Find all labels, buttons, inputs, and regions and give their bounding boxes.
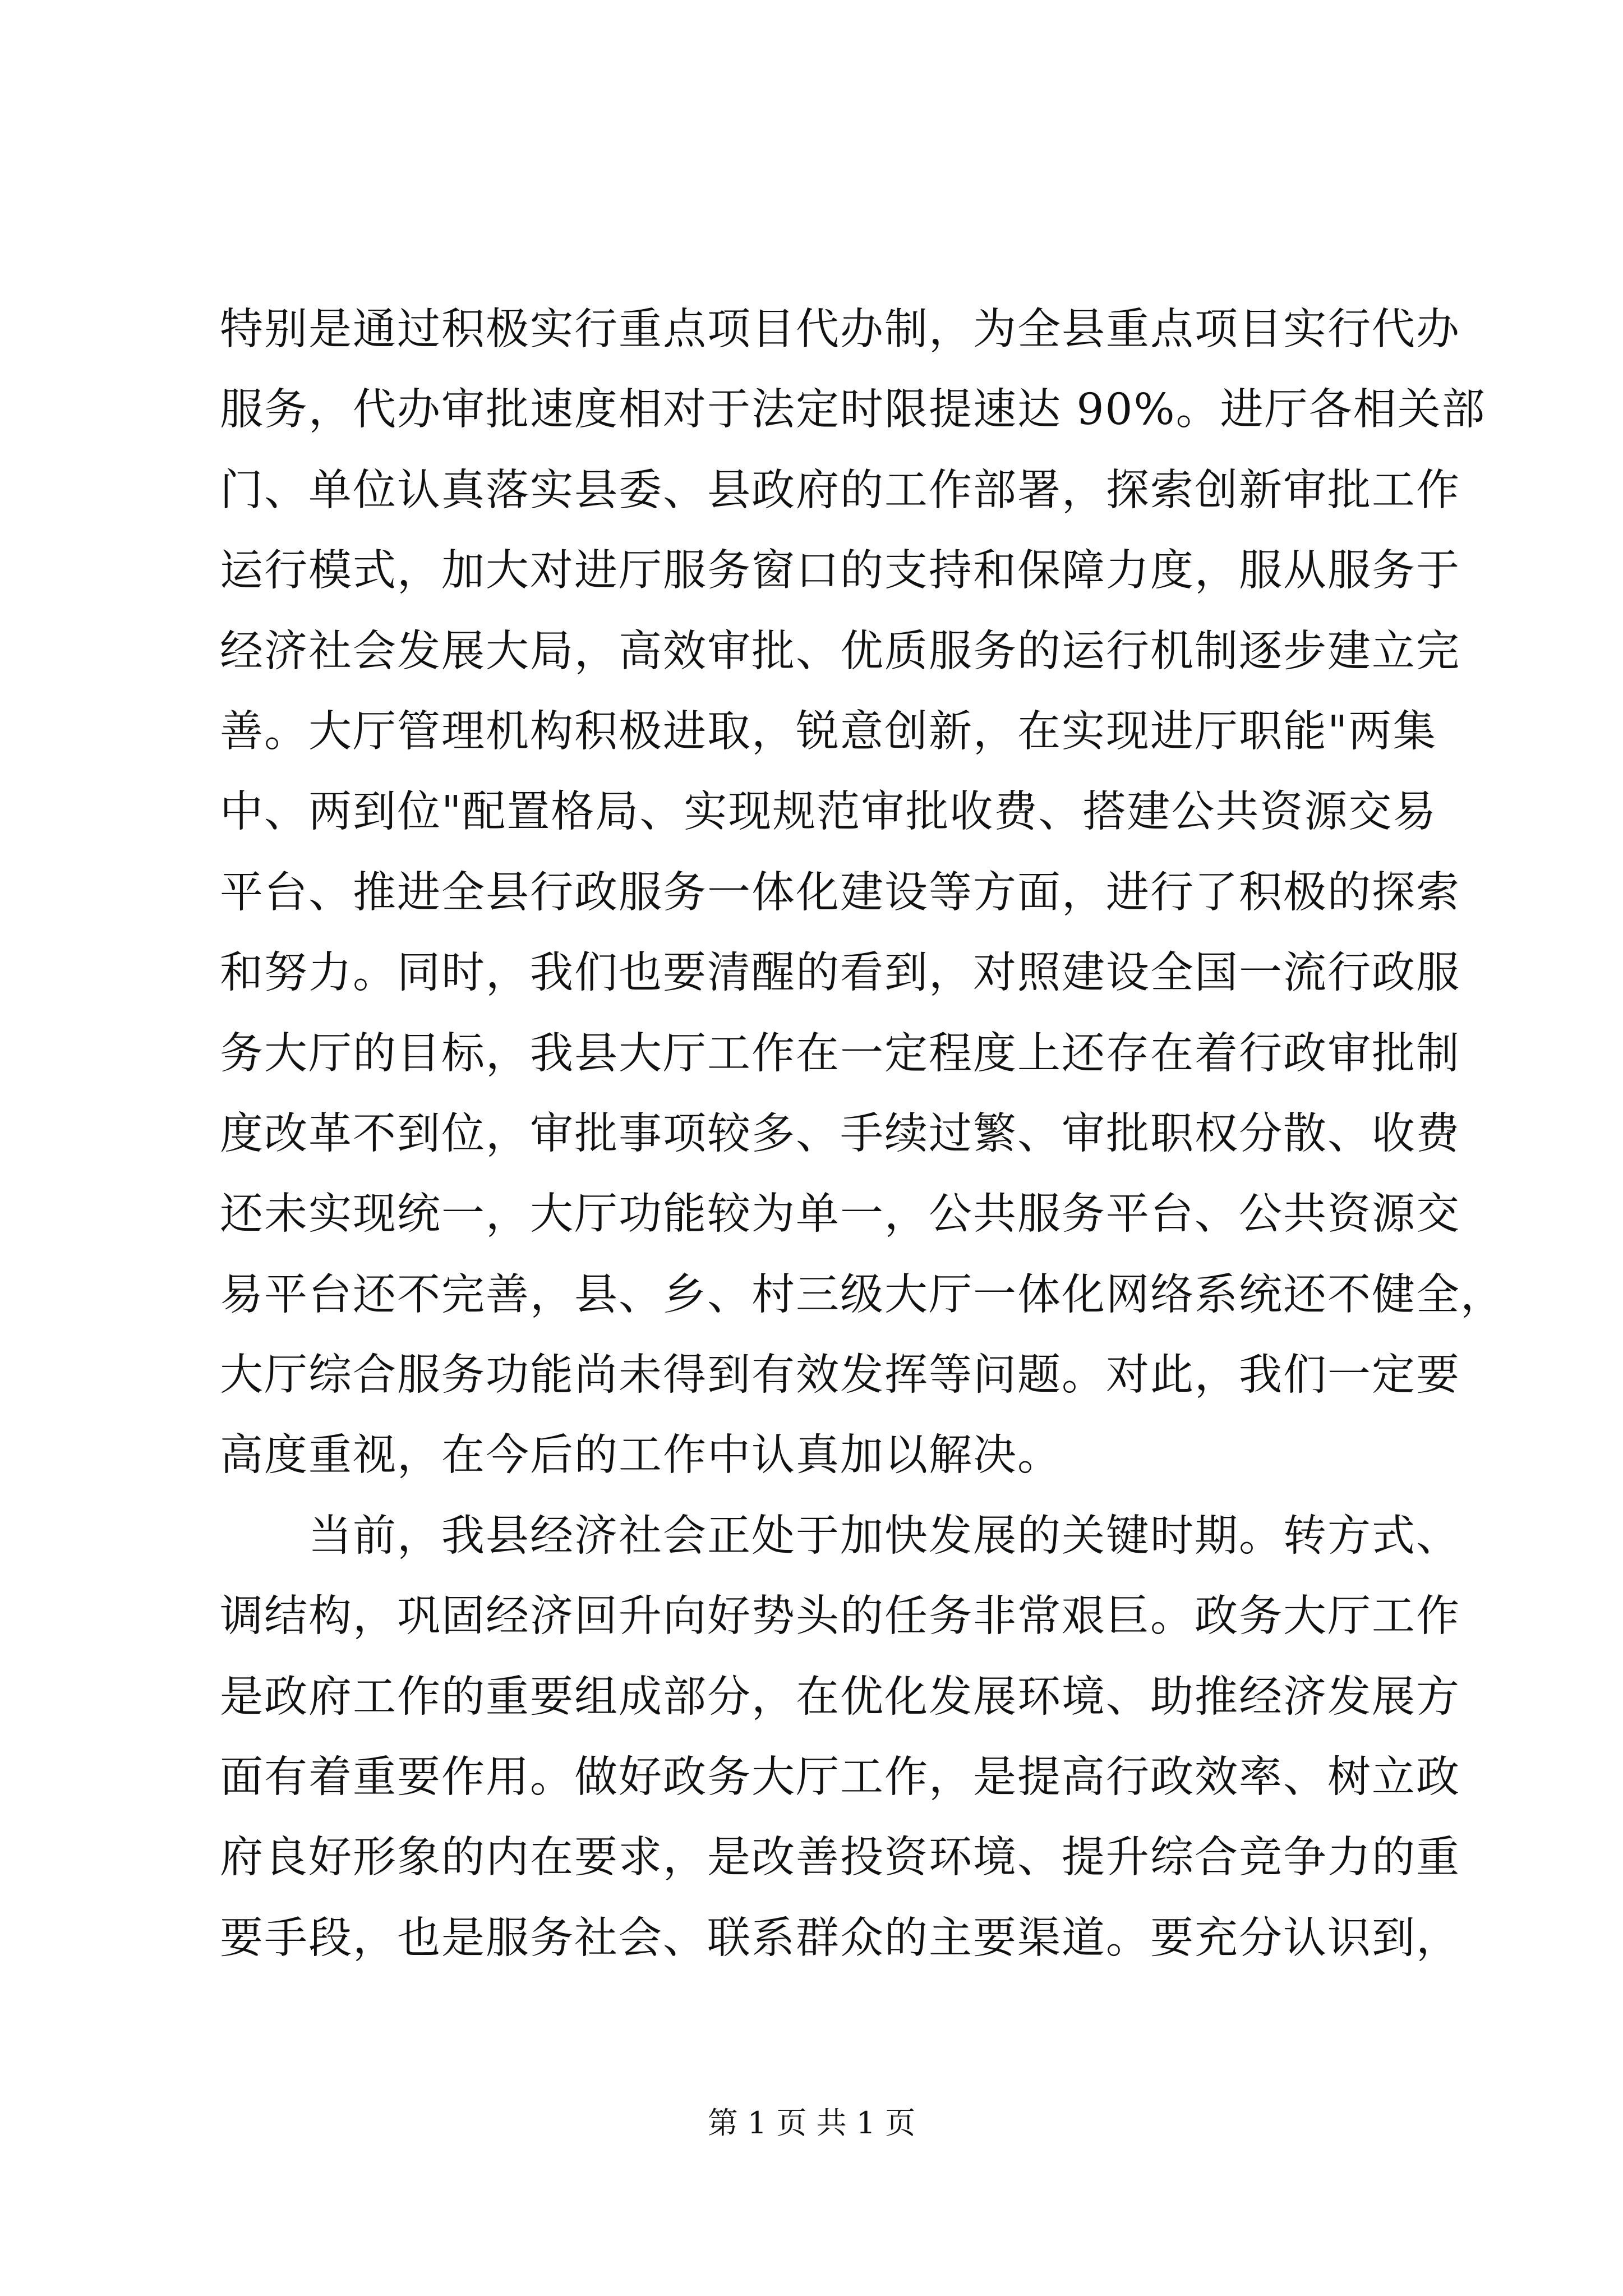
text-line: 高度重视，在今后的工作中认真加以解决。 xyxy=(220,1430,1062,1481)
text-line: 面有着重要作用。做好政务大厅工作，是提高行政效率、树立政 xyxy=(220,1752,1460,1803)
text-line: 平台、推进全县行政服务一体化建设等方面，进行了积极的探索 xyxy=(220,867,1460,918)
text-line: 服务，代办审批速度相对于法定时限提速达 90%。进厅各相关部 xyxy=(220,385,1486,435)
text-line: 经济社会发展大局，高效审批、优质服务的运行机制逐步建立完 xyxy=(220,626,1460,677)
text-line: 易平台还不完善，县、乡、村三级大厅一体化网络系统还不健全， xyxy=(220,1269,1505,1320)
body-text xyxy=(220,289,1505,1978)
text-line: 调结构，巩固经济回升向好势头的任务非常艰巨。政务大厅工作 xyxy=(220,1591,1460,1642)
page-number-label: 第 1 页 共 1 页 xyxy=(707,2105,916,2141)
text-line: 当前，我县经济社会正处于加快发展的关键时期。转方式、 xyxy=(220,1511,1460,1561)
text-line: 善。大厅管理机构积极进取，锐意创新，在实现进厅职能"两集 xyxy=(220,706,1437,757)
text-line: 特别是通过积极实行重点项目代办制，为全县重点项目实行代办 xyxy=(220,305,1460,355)
text-line: 务大厅的目标，我县大厅工作在一定程度上还存在着行政审批制 xyxy=(220,1028,1460,1079)
text-line: 运行模式，加大对进厅服务窗口的支持和保障力度，服从服务于 xyxy=(220,546,1460,596)
text-line: 门、单位认真落实县委、县政府的工作部署，探索创新审批工作 xyxy=(220,465,1460,516)
page-footer xyxy=(0,2106,1623,2140)
text-line: 大厅综合服务功能尚未得到有效发挥等问题。对此，我们一定要 xyxy=(220,1350,1460,1401)
text-line: 是政府工作的重要组成部分，在优化发展环境、助推经济发展方 xyxy=(220,1672,1460,1722)
text-line: 和努力。同时，我们也要清醒的看到，对照建设全国一流行政服 xyxy=(220,948,1460,999)
text-line: 要手段，也是服务社会、联系群众的主要渠道。要充分认识到， xyxy=(220,1913,1460,1963)
text-line: 还未实现统一，大厅功能较为单一，公共服务平台、公共资源交 xyxy=(220,1189,1460,1240)
text-line: 府良好形象的内在要求，是改善投资环境、提升综合竞争力的重 xyxy=(220,1833,1460,1883)
text-line: 中、两到位"配置格局、实现规范审批收费、搭建公共资源交易 xyxy=(220,787,1437,838)
text-line: 度改革不到位，审批事项较多、手续过繁、审批职权分散、收费 xyxy=(220,1108,1460,1159)
